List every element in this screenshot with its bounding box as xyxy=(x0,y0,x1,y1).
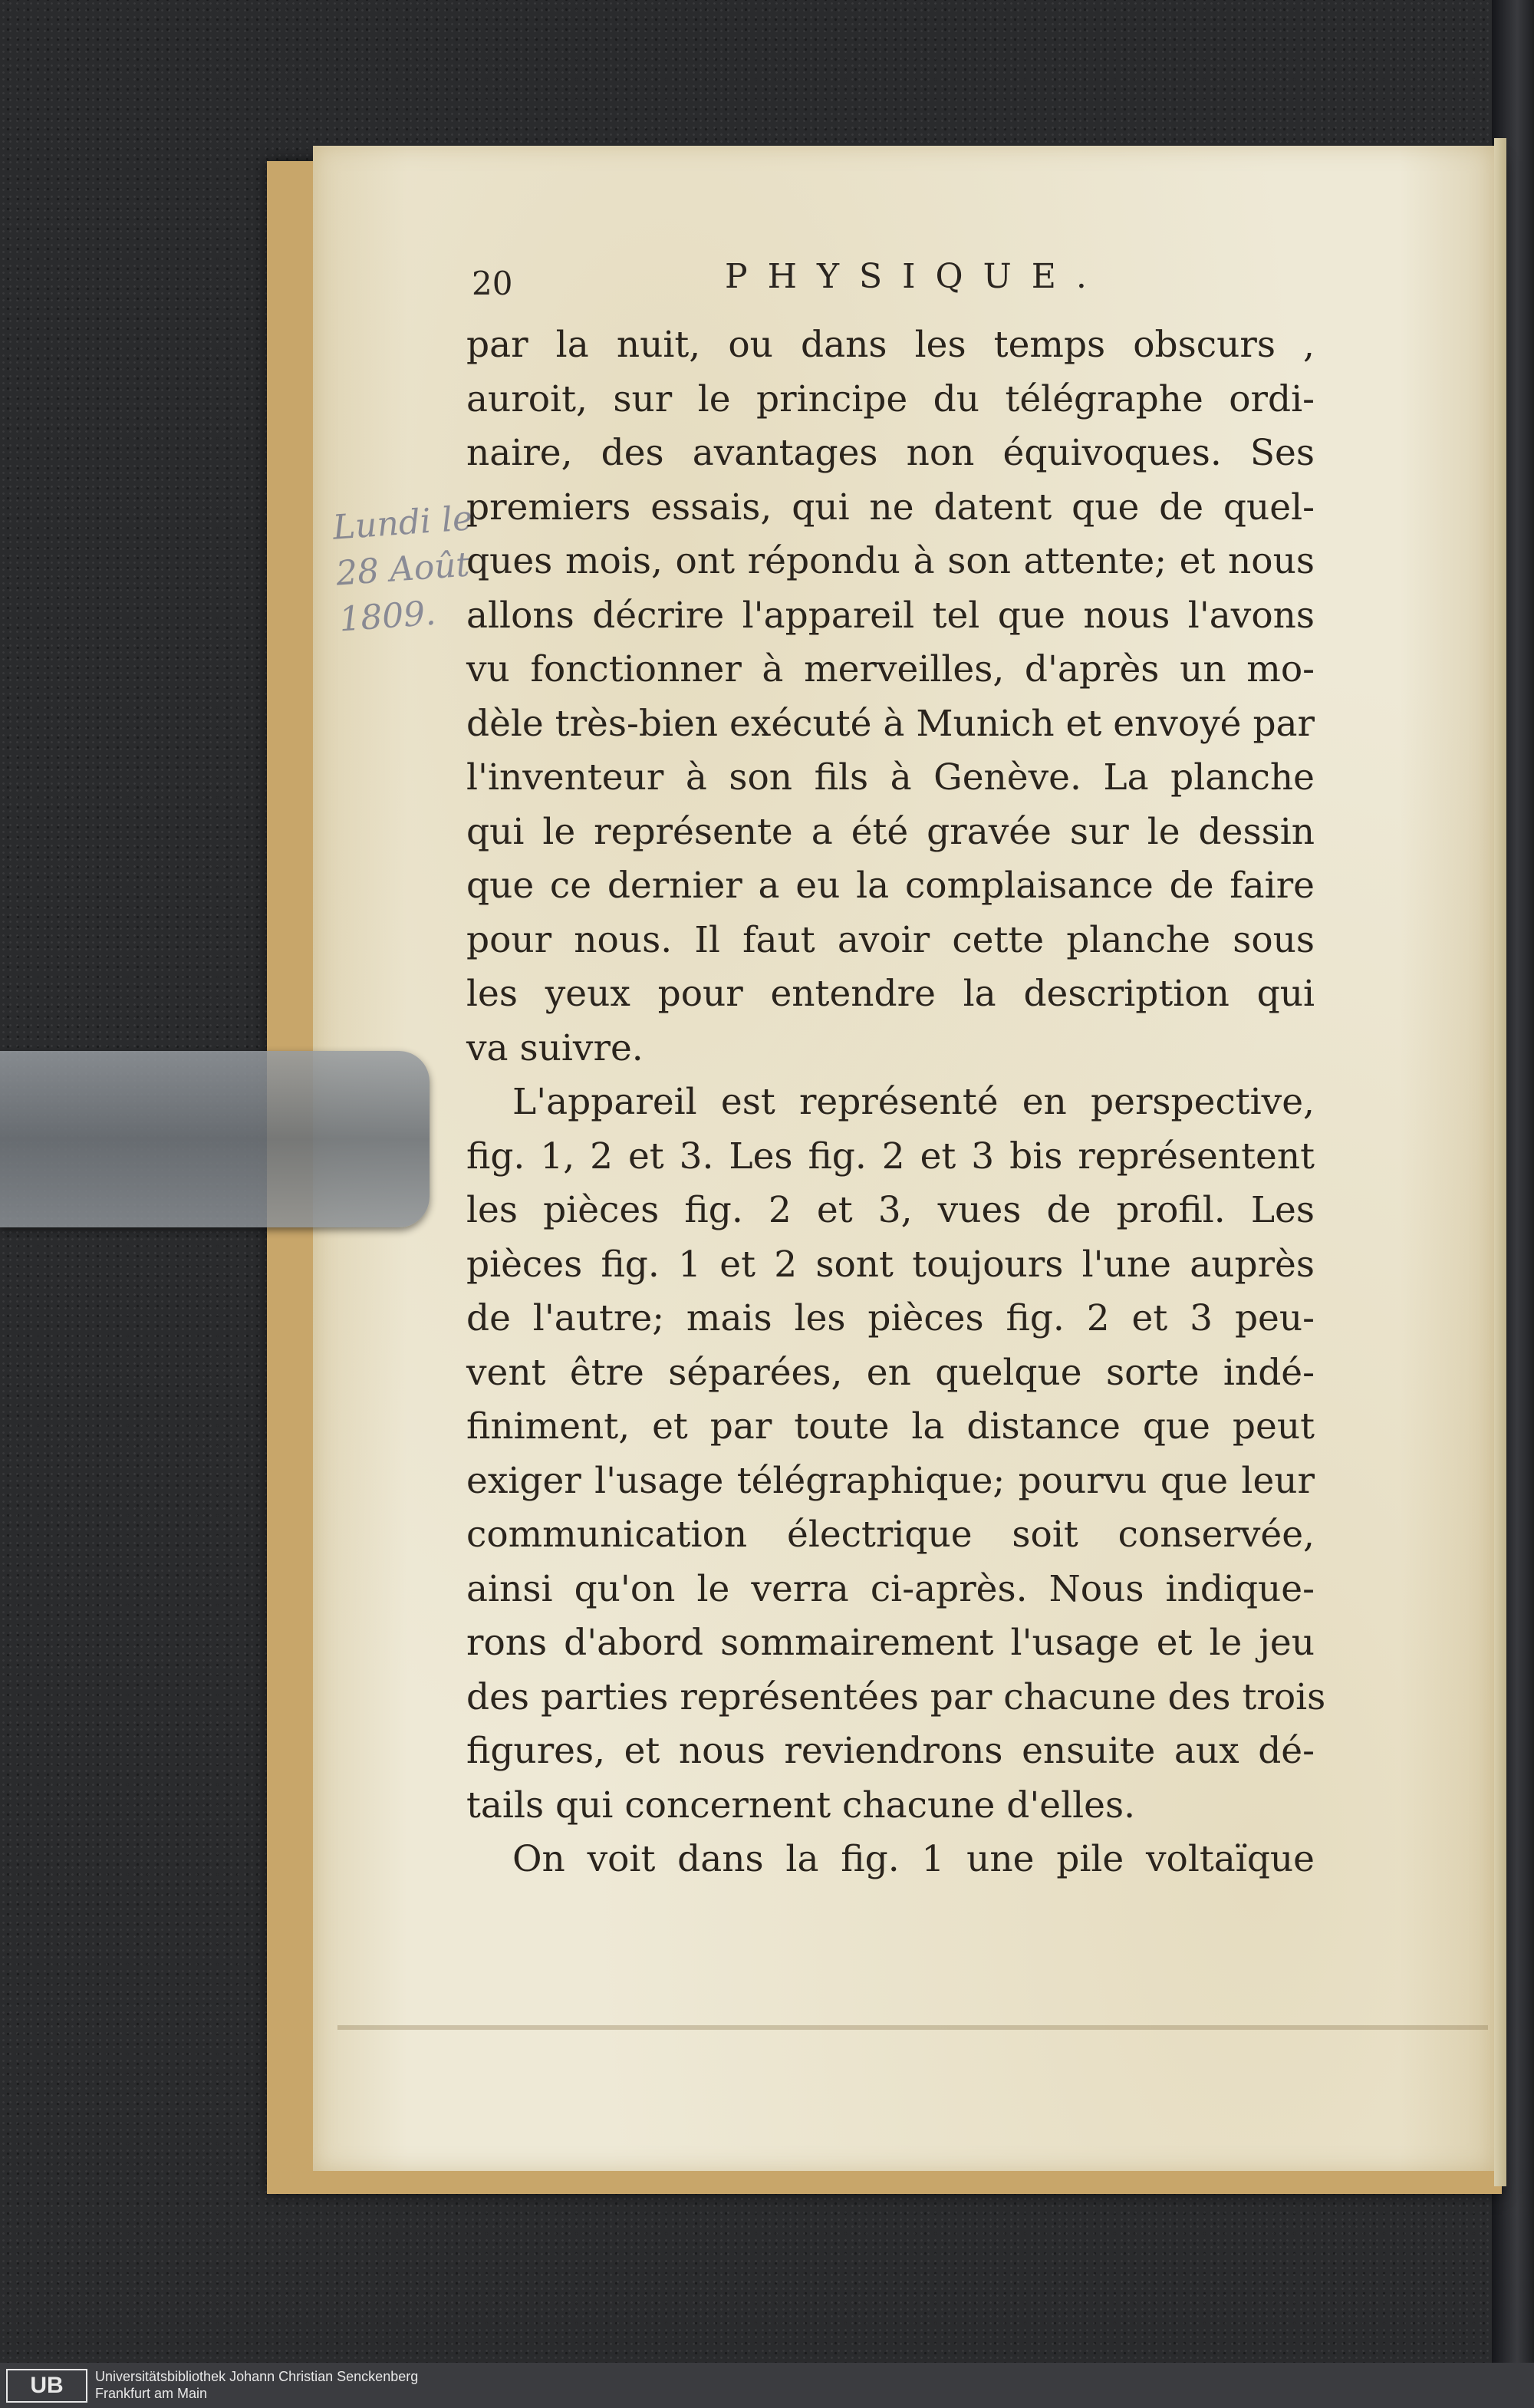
margin-note-line: Lundi le xyxy=(331,499,474,548)
running-head: PHYSIQUE. xyxy=(725,257,1107,296)
text-line: tails qui concernent chacune d'elles. xyxy=(466,1784,1136,1827)
text-line: de l'autre; mais les pièces fig. 2 et 3 peu- xyxy=(466,1297,1315,1339)
text-line: figures, et nous reviendrons ensuite aux dé- xyxy=(466,1730,1315,1772)
text-line: qui le représente a été gravée sur le dessin xyxy=(466,810,1315,853)
text-line: des parties représentées par chacune des trois xyxy=(466,1675,1326,1718)
text-line: ainsi qu'on le verra ci-après. Nous indique- xyxy=(466,1567,1315,1610)
text-line: naire, des avantages non équivoques. Ses xyxy=(466,432,1315,474)
handwritten-margin-note xyxy=(331,496,486,644)
margin-note-line: 1809. xyxy=(337,593,437,640)
body-text xyxy=(466,318,1326,1887)
text-line: L'appareil est représenté en perspective, xyxy=(512,1081,1315,1123)
text-line: vu fonctionner à merveilles, d'après un mo- xyxy=(466,648,1315,690)
bookmark-strip xyxy=(0,1051,430,1227)
footer-bar xyxy=(0,2363,1534,2408)
margin-note-line: 28 Août xyxy=(334,545,471,594)
text-line: rons d'abord sommairement l'usage et le jeu xyxy=(466,1622,1315,1664)
page-header xyxy=(472,257,1331,311)
text-line: On voit dans la fig. 1 une pile voltaïque xyxy=(512,1838,1315,1880)
text-line: finiment, et par toute la distance que peut xyxy=(466,1405,1315,1448)
text-line: va suivre. xyxy=(466,1026,644,1069)
text-line: pour nous. Il faut avoir cette planche sous xyxy=(466,918,1315,961)
page-edge xyxy=(1494,138,1506,2186)
page-fold xyxy=(337,2025,1488,2030)
library-name: Universitätsbibliothek Johann Christian Senckenberg xyxy=(95,2369,419,2384)
text-line: exiger l'usage télégraphique; pourvu que leur xyxy=(466,1459,1315,1502)
text-line: pièces fig. 1 et 2 sont toujours l'une auprès xyxy=(466,1243,1315,1286)
text-line: auroit, sur le principe du télégraphe ordi- xyxy=(466,377,1315,420)
text-line: ques mois, ont répondu à son attente; et nous xyxy=(466,540,1315,582)
library-logo: UB xyxy=(6,2369,87,2403)
text-line: les pièces fig. 2 et 3, vues de profil. Les xyxy=(466,1189,1315,1231)
text-line: les yeux pour entendre la description qui xyxy=(466,973,1315,1015)
text-line: allons décrire l'appareil tel que nous l'avons xyxy=(466,594,1315,637)
page-number: 20 xyxy=(472,265,513,302)
text-line: par la nuit, ou dans les temps obscurs , xyxy=(466,324,1315,366)
text-line: premiers essais, qui ne datent que de quel- xyxy=(466,486,1315,529)
library-city: Frankfurt am Main xyxy=(95,2386,208,2401)
text-line: communication électrique soit conservée, xyxy=(466,1514,1315,1556)
text-line: l'inventeur à son fils à Genève. La planche xyxy=(466,756,1315,799)
text-line: que ce dernier a eu la complaisance de faire xyxy=(466,865,1315,907)
text-line: dèle très-bien exécuté à Munich et envoyé par xyxy=(466,702,1315,745)
text-line: fig. 1, 2 et 3. Les fig. 2 et 3 bis représentent xyxy=(466,1135,1315,1178)
text-line: vent être séparées, en quelque sorte indé- xyxy=(466,1351,1315,1394)
